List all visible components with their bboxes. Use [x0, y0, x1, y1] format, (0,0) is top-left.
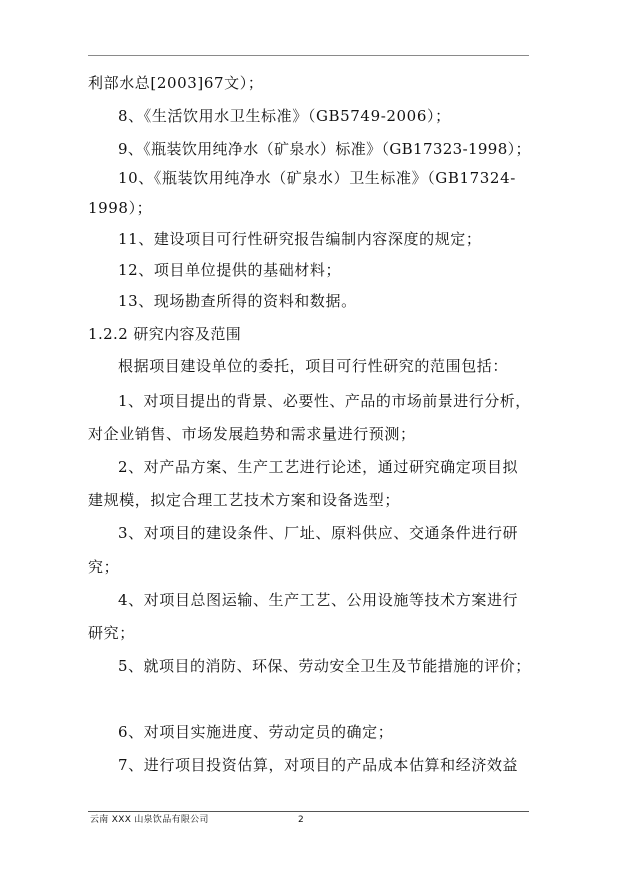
text-line: 2、对产品方案、生产工艺进行论述，通过研究确定项目拟: [118, 458, 519, 476]
text-line: 1、对项目提出的背景、必要性、产品的市场前景进行分析，: [118, 392, 531, 410]
header-rule: [88, 55, 529, 56]
text-line: 11、建设项目可行性研究报告编制内容深度的规定；: [118, 230, 482, 248]
text-line: 3、对项目的建设条件、厂址、原料供应、交通条件进行研: [118, 524, 519, 542]
text-line: 根据项目建设单位的委托，项目可行性研究的范围包括：: [118, 357, 509, 375]
text-line: 8、《生活饮用水卫生标准》（GB5749-2006）；: [118, 107, 451, 125]
text-line: 究；: [88, 558, 120, 576]
footer-rule: [88, 811, 529, 812]
text-line: 1998）；: [88, 199, 153, 217]
text-line: 10、《瓶装饮用纯净水（矿泉水）卫生标准》（GB17324-: [118, 169, 516, 187]
text-line: 13、现场勘查所得的资料和数据。: [118, 292, 357, 310]
text-line: 9、《瓶装饮用纯净水（矿泉水）标准》（GB17323-1998）；: [118, 140, 531, 158]
text-line: 5、就项目的消防、环保、劳动安全卫生及节能措施的评价；: [118, 657, 531, 675]
text-line: 4、对项目总图运输、生产工艺、公用设施等技术方案进行: [118, 591, 519, 609]
text-line: 利部水总[2003]67文）；: [88, 74, 264, 92]
text-line: 12、项目单位提供的基础材料；: [118, 261, 342, 279]
section-heading: 1.2.2 研究内容及范围: [88, 325, 242, 343]
footer-company-name: 云南 XXX 山泉饮品有限公司: [90, 815, 209, 825]
page-number: 2: [298, 815, 304, 825]
text-line: 对企业销售、市场发展趋势和需求量进行预测；: [88, 425, 416, 443]
text-line: 建规模，拟定合理工艺技术方案和设备选型；: [88, 491, 401, 509]
text-line: 7、进行项目投资估算，对项目的产品成本估算和经济效益: [118, 756, 519, 774]
text-line: 研究；: [88, 624, 135, 642]
text-line: 6、对项目实施进度、劳动定员的确定；: [118, 723, 394, 741]
